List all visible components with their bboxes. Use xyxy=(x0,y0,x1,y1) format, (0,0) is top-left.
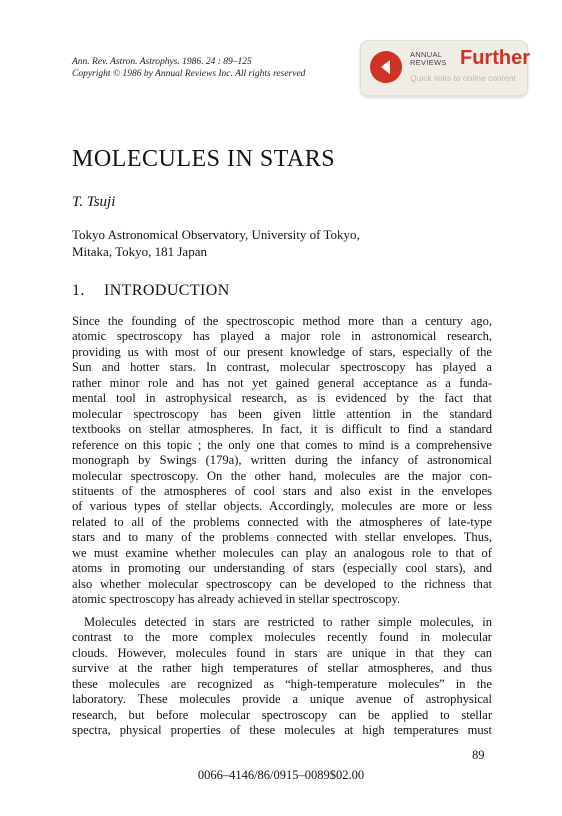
text-line: of various types of stellar objects. Accordingly, molecules are more or less xyxy=(72,499,492,514)
reviews-text: REVIEWS xyxy=(410,58,447,67)
further-subtitle: Quick links to online content xyxy=(410,73,516,83)
text-line: we must examine whether molecules can play an analogous role to that of xyxy=(72,545,492,560)
further-text: Further xyxy=(460,47,530,69)
section-heading xyxy=(72,282,230,300)
text-line: contrast to the more complex molecules recently found in molecular xyxy=(72,630,492,645)
text-line: stars and to many of the problems connected with stellar envelopes. Thus, xyxy=(72,530,492,545)
text-line: these molecules are recognized as “high-temperature molecules” in the xyxy=(72,676,492,691)
article-title: MOLECULES IN STARS xyxy=(72,146,336,172)
text-line: molecular spectroscopy has been given little attention in the standard xyxy=(72,406,492,421)
text-line: Sun and hotter stars. In contrast, molecular spectroscopy has played a xyxy=(72,360,492,375)
text-line: atomic spectroscopy has already achieved in stellar spectroscopy. xyxy=(72,592,401,607)
section-number: 1. xyxy=(72,282,85,299)
text-line: Molecules detected in stars are restricted to rather simple molecules, in xyxy=(84,615,492,629)
annual-reviews-further-badge[interactable] xyxy=(360,40,528,96)
text-line: stituents of the atmospheres of cool stars and also exist in the envelopes xyxy=(72,483,492,498)
paragraph-1 xyxy=(72,314,492,608)
text-line: related to all of the problems connected with the atmospheres of late-type xyxy=(72,514,492,529)
annual-reviews-wordmark xyxy=(410,51,447,67)
citation-line-1: Ann. Rev. Astron. Astrophys. 1986. 24 : 89–125 xyxy=(72,57,252,67)
author-name: T. Tsuji xyxy=(72,194,116,210)
paragraph-2 xyxy=(72,615,492,739)
text-line: also whether molecular spectroscopy can be developed to the richness that xyxy=(72,576,492,591)
text-line: monograph by Swings (179a), written during the infancy of astronomical xyxy=(72,453,492,468)
text-line: Since the founding of the spectroscopic method more than a century ago, xyxy=(72,314,492,328)
text-line: mental tool in astrophysical research, as is evidenced by the fact that xyxy=(72,391,492,406)
text-line: atoms in promoting our understanding of stars (especially cool stars), and xyxy=(72,561,492,576)
text-line: atomic spectroscopy has played a major role in astronomical research, xyxy=(72,329,492,344)
journal-citation xyxy=(72,56,305,80)
affiliation-line-1: Tokyo Astronomical Observatory, University of Tokyo, xyxy=(72,227,360,242)
citation-line-2: Copyright © 1986 by Annual Reviews Inc. All rights reserved xyxy=(72,69,306,79)
text-line: reference on this topic ; the only one that comes to mind is a comprehensive xyxy=(72,437,492,452)
text-line: molecular spectroscopy. On the other hand, molecules are the major con- xyxy=(72,468,492,483)
affiliation-line-2: Mitaka, Tokyo, 181 Japan xyxy=(72,244,207,259)
text-line: laboratory. These molecules provide a unique avenue of astrophysical xyxy=(72,692,492,707)
page-number: 89 xyxy=(472,748,485,762)
text-line: providing us with most of our present knowledge of stars, especially of the xyxy=(72,344,492,359)
arrow-left-icon xyxy=(370,51,402,83)
footer-code: 0066–4146/86/0915–0089$02.00 xyxy=(197,768,365,782)
text-line: rather minor role and has not yet gained general acceptance as a funda- xyxy=(72,375,492,390)
author-affiliation xyxy=(72,226,360,260)
text-line: textbooks on stellar atmospheres. In fact, it is difficult to find a standard xyxy=(72,422,492,437)
text-line: research, but before molecular spectroscopy can be applied to stellar xyxy=(72,707,492,722)
text-line: spectra, physical properties of these molecules at high temperatures must xyxy=(72,723,492,738)
annual-text: ANNUAL xyxy=(410,50,443,59)
section-title: INTRODUCTION xyxy=(104,282,230,299)
text-line: survive at the rather high temperatures of stellar atmospheres, and thus xyxy=(72,661,492,676)
text-line: clouds. However, molecules found in stars are unique in that they can xyxy=(72,645,492,660)
